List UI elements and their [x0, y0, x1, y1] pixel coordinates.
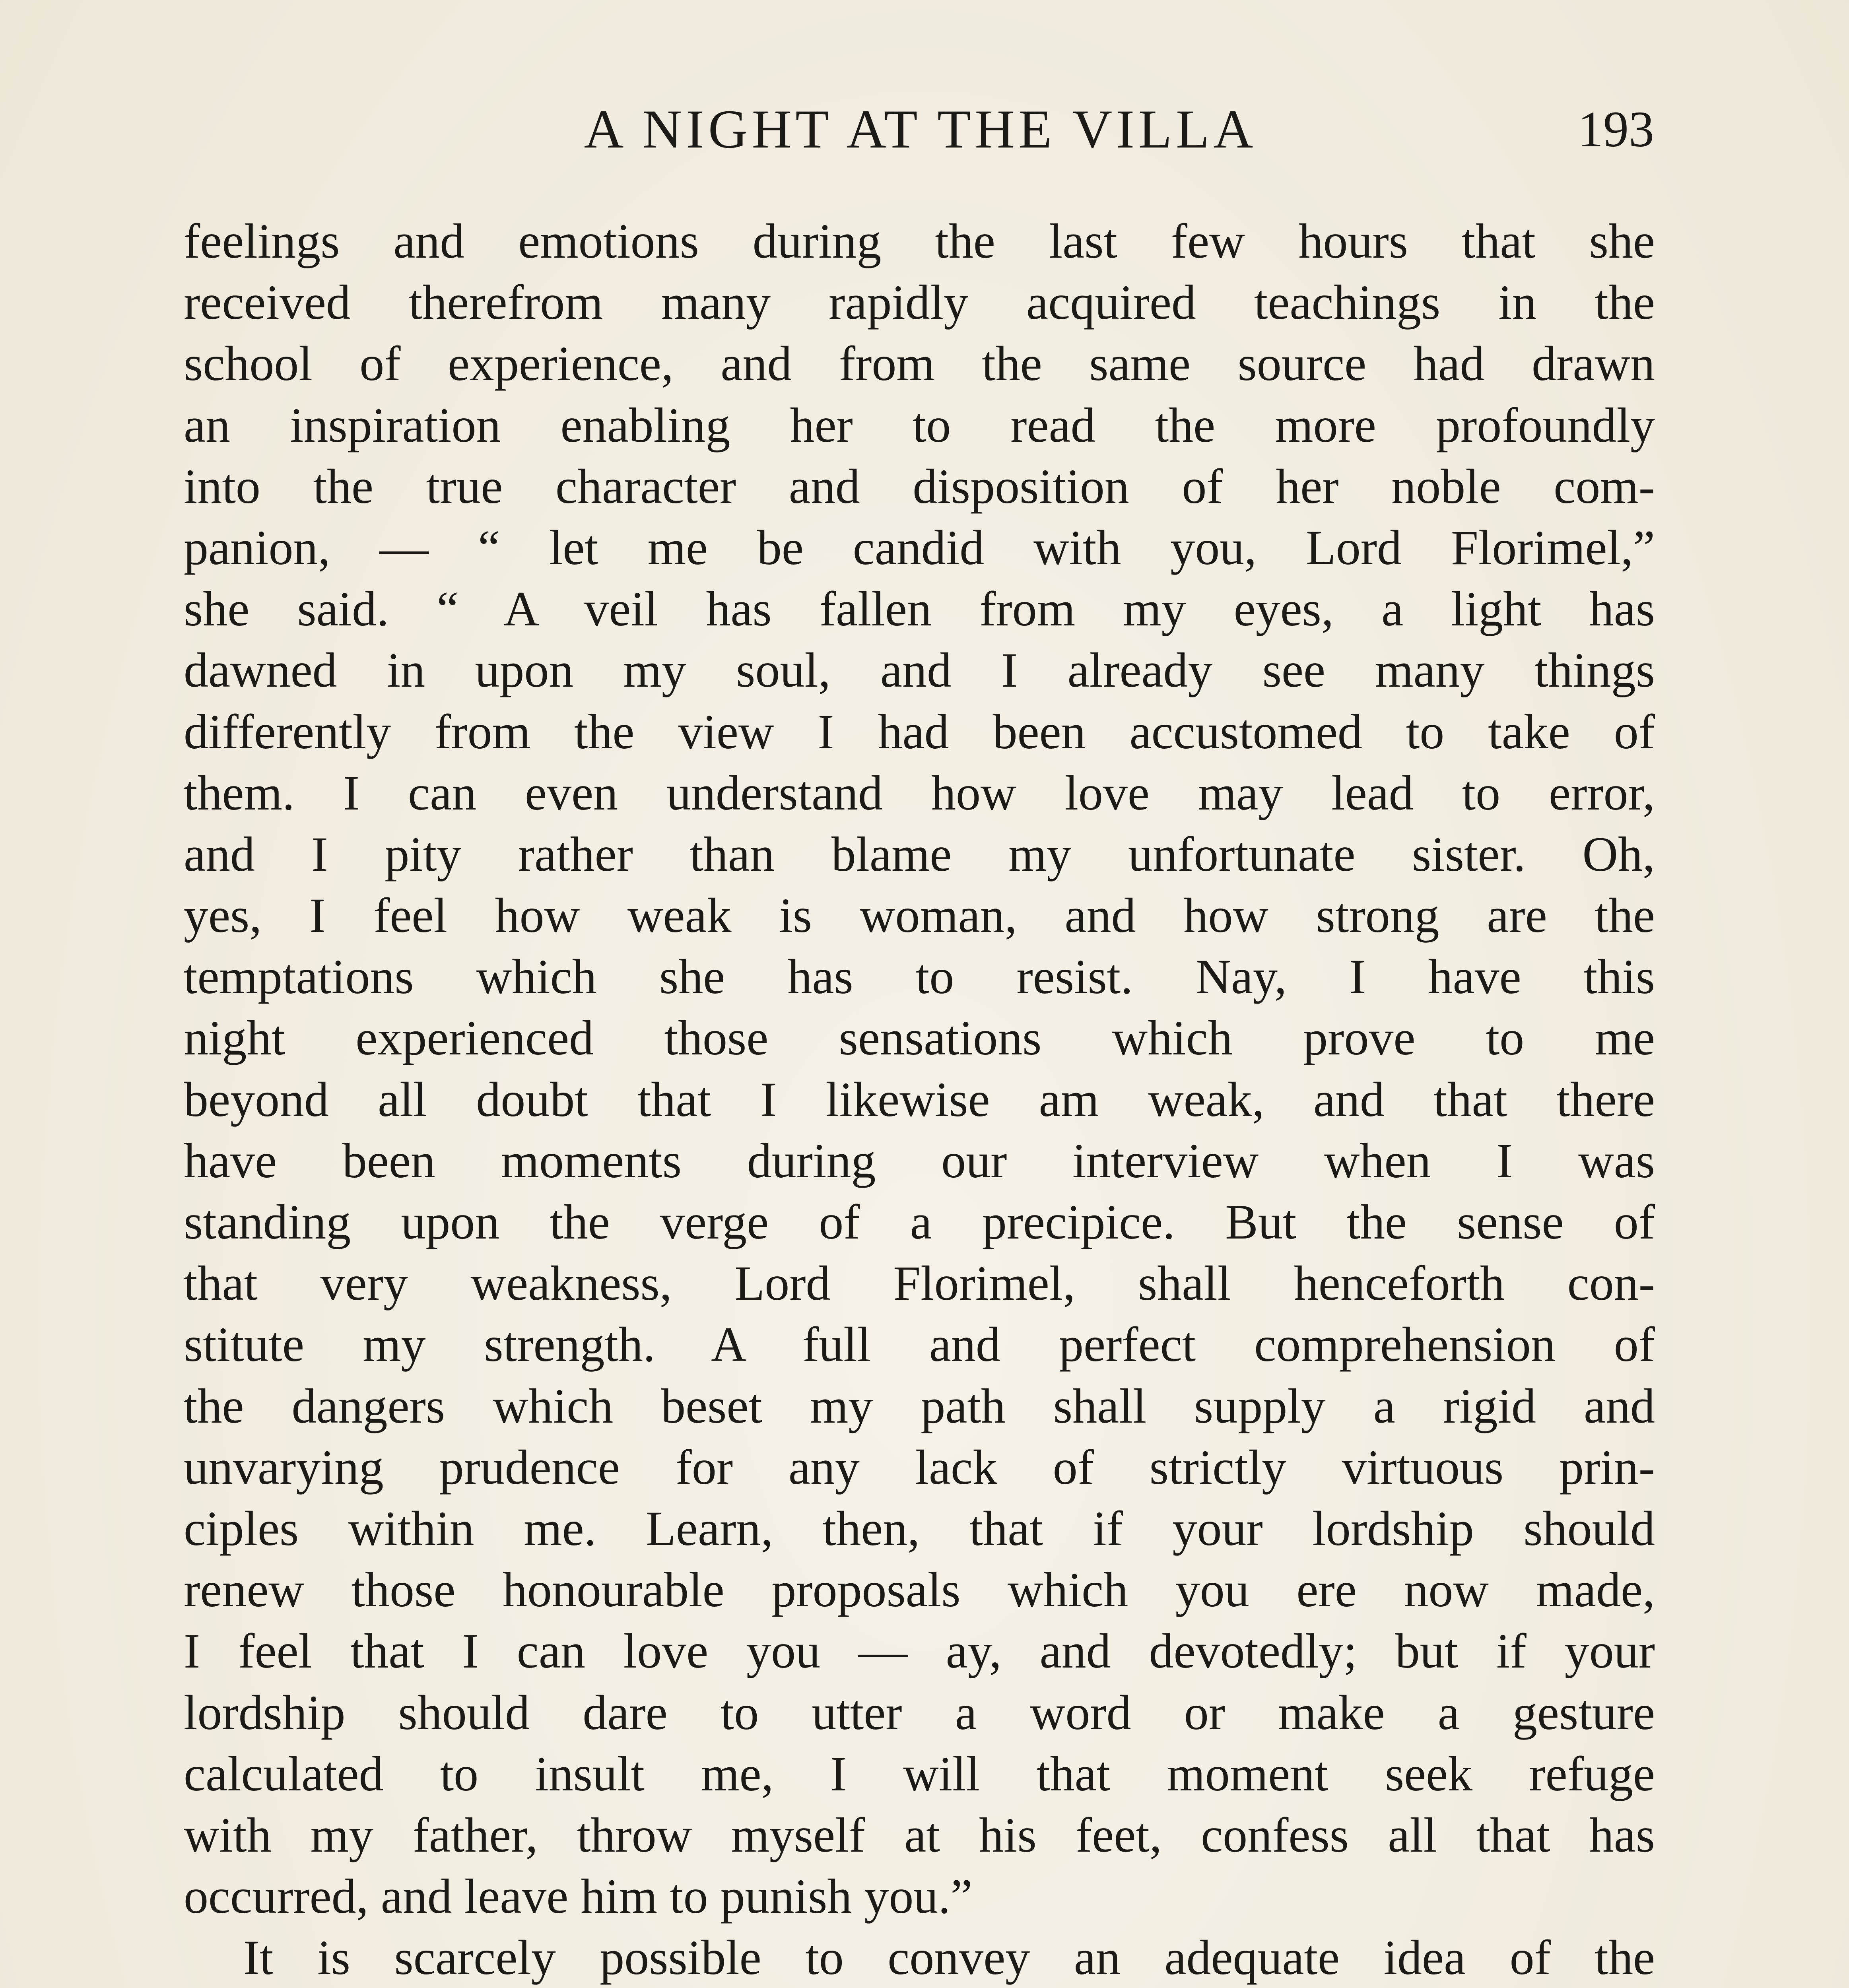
- running-head: [187, 99, 1654, 159]
- text-line: standing upon the verge of a precipice. But the sense of: [184, 1195, 1655, 1249]
- running-title: A NIGHT AT THE VILLA: [584, 99, 1257, 159]
- paragraph: [184, 1927, 1655, 1988]
- text-line: temptations which she has to resist. Nay, I have this: [184, 949, 1655, 1004]
- text-line: feelings and emotions during the last few hours that she: [184, 214, 1655, 268]
- text-line: I feel that I can love you — ay, and devotedly; but if your: [184, 1624, 1655, 1679]
- text-line: she said. “ A veil has fallen from my eyes, a light has: [184, 582, 1655, 637]
- text-line: stitute my strength. A full and perfect comprehension of: [184, 1317, 1655, 1372]
- text-line: yes, I feel how weak is woman, and how strong are the: [184, 888, 1655, 943]
- text-line: with my father, throw myself at his feet, confess all that has: [184, 1807, 1655, 1862]
- paragraph: [184, 211, 1655, 1927]
- text-line: an inspiration enabling her to read the more profoundly: [184, 398, 1655, 452]
- text-line: night experienced those sensations which prove to me: [184, 1011, 1655, 1066]
- text-line: received therefrom many rapidly acquired teachings in the: [184, 275, 1655, 330]
- text-line: lordship should dare to utter a word or make a gesture: [184, 1685, 1655, 1740]
- text-line: the dangers which beset my path shall supply a rigid and: [184, 1378, 1655, 1433]
- text-line: into the true character and disposition of her noble com-: [184, 459, 1655, 514]
- text-line: that very weakness, Lord Florimel, shall henceforth con-: [184, 1256, 1655, 1311]
- text-line: dawned in upon my soul, and I already see many things: [184, 643, 1655, 698]
- page-number: 193: [1578, 101, 1654, 157]
- text-line: calculated to insult me, I will that moment seek refuge: [184, 1746, 1655, 1801]
- text-line: It is scarcely possible to convey an adequate idea of the: [243, 1930, 1655, 1985]
- text-line: panion, — “ let me be candid with you, Lord Florimel,”: [184, 520, 1655, 575]
- text-line: ciples within me. Learn, then, that if your lordship should: [184, 1501, 1655, 1556]
- text-line: differently from the view I had been accustomed to take of: [184, 704, 1655, 759]
- text-line: and I pity rather than blame my unfortunate sister. Oh,: [184, 827, 1655, 881]
- text-line: have been moments during our interview when I was: [184, 1133, 1655, 1188]
- body-text: [184, 211, 1655, 1988]
- text-line: school of experience, and from the same source had drawn: [184, 336, 1655, 391]
- text-line: beyond all doubt that I likewise am weak, and that there: [184, 1072, 1655, 1127]
- text-line: them. I can even understand how love may lead to error,: [184, 765, 1655, 820]
- text-line: occurred, and leave him to punish you.”: [184, 1869, 973, 1924]
- text-line: unvarying prudence for any lack of strictly virtuous prin-: [184, 1440, 1655, 1495]
- text-line: renew those honourable proposals which you ere now made,: [184, 1563, 1655, 1617]
